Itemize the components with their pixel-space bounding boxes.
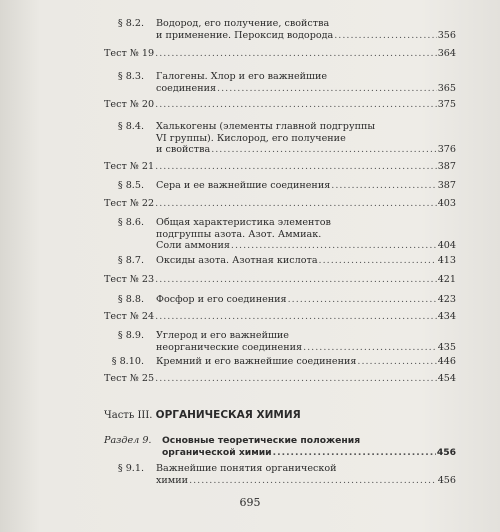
page-number: 695 [239, 496, 261, 509]
entry-title-line: подгруппы азота. Азот. Аммиак. [156, 228, 322, 240]
entry-title-line: Общая характеристика элементов [156, 217, 331, 228]
leader-dots [155, 198, 437, 210]
entry-title-line: VI группы). Кислород, его получение [156, 132, 346, 144]
entry-title-line: Кремний и его важнейшие соединения [156, 356, 357, 367]
entry-title-line: Халькогены (элементы главной подгруппы [156, 121, 376, 132]
entry-title-line: Оксиды азота. Азотная кислота [156, 255, 318, 266]
page-ref: 365 [437, 82, 456, 94]
section-number: § 8.6. [117, 217, 144, 228]
entry-title-line: Галогены. Хлор и его важнейшие [156, 71, 328, 82]
page-ref: 454 [437, 373, 456, 384]
test-label: Тест № 20 [104, 99, 155, 110]
page-ref: 456 [437, 474, 456, 486]
page-ref: 446 [437, 356, 456, 367]
page-ref: 413 [437, 255, 456, 266]
page-ref: 456 [436, 446, 456, 458]
page-ref: 387 [437, 161, 456, 172]
leader-dots [155, 99, 437, 111]
page-ref: 423 [437, 294, 456, 305]
leader-dots [155, 311, 437, 323]
leader-dots [334, 30, 436, 42]
razdel-label: Раздел 9. [104, 435, 152, 446]
leader-dots [357, 356, 436, 368]
test-label: Тест № 25 [104, 373, 155, 384]
leader-dots [273, 447, 436, 459]
part-heading [104, 409, 301, 421]
leader-dots [217, 83, 437, 95]
entry-title-line: Фосфор и его соединения [156, 294, 287, 305]
page-ref: 403 [437, 198, 456, 209]
leader-dots [319, 255, 437, 267]
leader-dots [211, 144, 436, 156]
leader-dots [155, 161, 437, 173]
page-ref: 404 [437, 240, 456, 252]
entry-title-line: и свойства [156, 144, 211, 156]
page-ref: 434 [437, 311, 456, 322]
section-number: § 9.1. [117, 463, 144, 474]
page-ref: 376 [437, 144, 456, 156]
section-number: § 8.4. [117, 121, 144, 132]
entry-title-line: Сера и ее важнейшие соединения [156, 180, 331, 191]
test-label: Тест № 22 [104, 198, 155, 209]
leader-dots [231, 240, 437, 252]
entry-title-line: Соли аммония [156, 240, 230, 252]
leader-dots [303, 342, 437, 354]
entry-title-line: химии [156, 474, 189, 486]
test-label: Тест № 24 [104, 311, 155, 322]
part-label: Часть III. [104, 410, 153, 421]
entry-title-line: органической химии [162, 446, 272, 458]
page-ref: 356 [437, 29, 456, 41]
entry-title-line: Углерод и его важнейшие [156, 330, 289, 341]
test-label: Тест № 23 [104, 274, 155, 285]
entry-title-line: неорганические соединения [156, 341, 303, 353]
section-number: § 8.8. [117, 294, 144, 305]
leader-dots [155, 274, 437, 286]
part-title: ОРГАНИЧЕСКАЯ ХИМИЯ [155, 409, 301, 421]
leader-dots [155, 373, 437, 385]
entry-title-line: Основные теоретические положения [162, 435, 361, 446]
section-number: § 8.9. [117, 330, 144, 341]
section-number: § 8.5. [117, 180, 144, 191]
page-ref: 387 [437, 180, 456, 191]
section-number: § 8.2. [117, 18, 144, 29]
entry-title-line: и применение. Пероксид водорода [156, 29, 334, 41]
test-label: Тест № 21 [104, 161, 155, 172]
leader-dots [288, 294, 437, 306]
page-ref: 375 [437, 99, 456, 110]
entry-title-line: Водород, его получение, свойства [156, 18, 330, 29]
page-ref: 421 [437, 274, 456, 285]
test-label: Тест № 19 [104, 48, 155, 59]
leader-dots [189, 475, 437, 487]
section-number: § 8.3. [117, 71, 144, 82]
leader-dots [331, 180, 436, 192]
entry-title-line: соединения [156, 82, 217, 94]
section-number: § 8.7. [117, 255, 144, 266]
entry-title-line: Важнейшие понятия органической [156, 463, 337, 474]
section-number: § 8.10. [111, 356, 144, 367]
page-ref: 364 [437, 48, 456, 59]
leader-dots [155, 48, 437, 60]
page-ref: 435 [437, 341, 456, 353]
